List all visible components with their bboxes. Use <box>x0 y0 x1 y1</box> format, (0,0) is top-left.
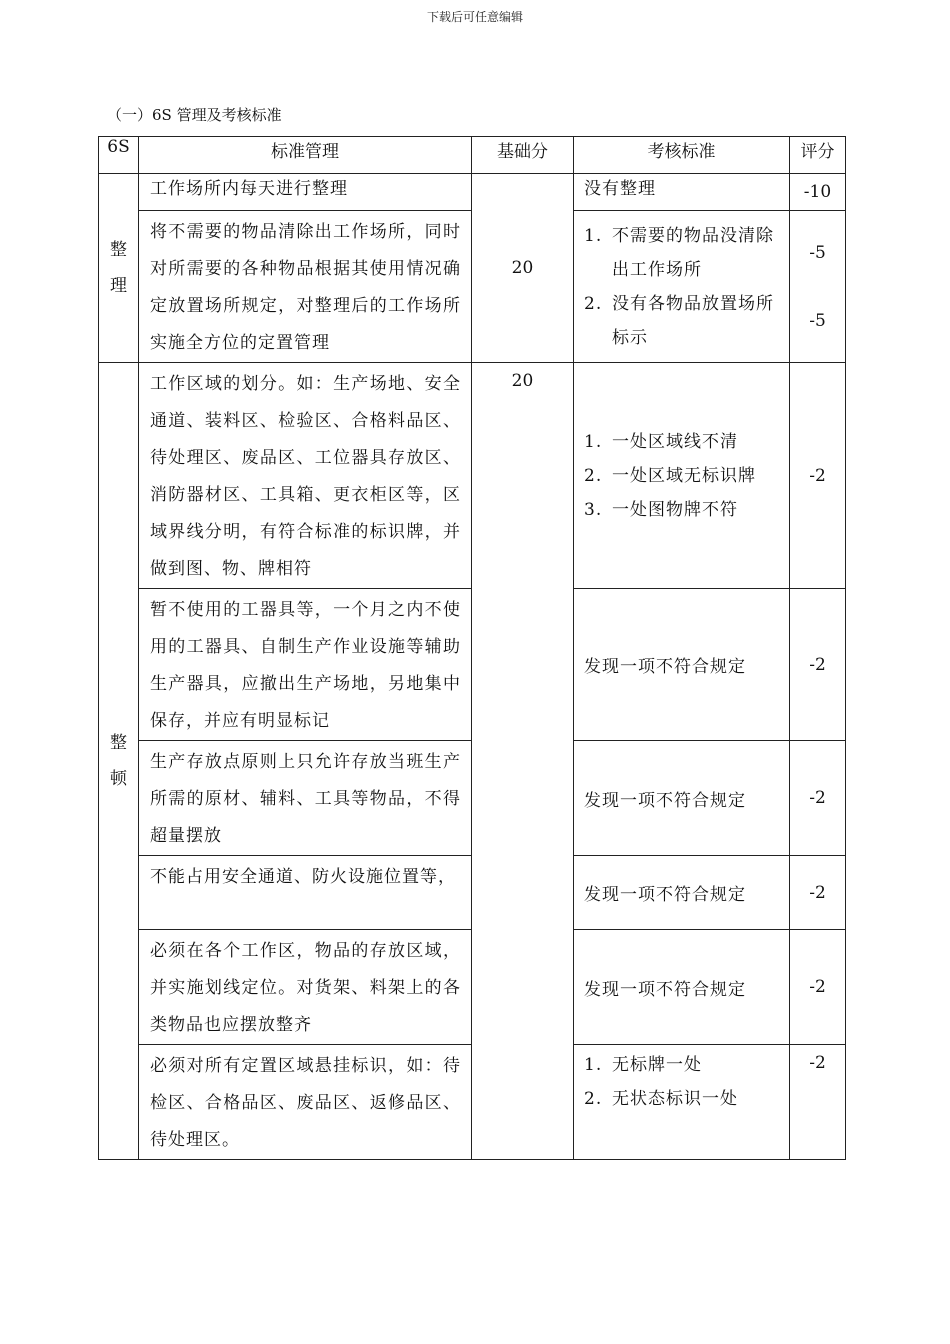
column-header-base-score: 基础分 <box>472 137 574 174</box>
criteria-item: 3. 一处图物牌不符 <box>584 499 738 520</box>
standard-cell: 必须在各个工作区，物品的存放区域，并实施划线定位。对货架、料架上的各类物品也应摆放整齐 <box>139 930 472 1045</box>
criteria-item: 1. 不需要的物品没清除出工作场所 <box>584 225 774 280</box>
criteria-cell <box>574 211 790 363</box>
table-row <box>99 174 846 211</box>
score-cell: -2 <box>790 856 846 930</box>
category-cell-seiton: 整 顿 <box>99 363 139 1160</box>
category-cell-seiri: 整 理 <box>99 174 139 363</box>
standard-cell: 生产存放点原则上只允许存放当班生产所需的原材、辅料、工具等物品，不得超量摆放 <box>139 741 472 856</box>
criteria-cell: 发现一项不符合规定 <box>574 589 790 741</box>
column-header-criteria: 考核标准 <box>574 137 790 174</box>
criteria-cell: 发现一项不符合规定 <box>574 930 790 1045</box>
criteria-item: 2. 一处区域无标识牌 <box>584 465 756 486</box>
score-cell: -2 <box>790 930 846 1045</box>
criteria-cell: 发现一项不符合规定 <box>574 856 790 930</box>
score-cell: -2 <box>790 363 846 589</box>
score-cell: -10 <box>790 174 846 211</box>
criteria-cell: 发现一项不符合规定 <box>574 741 790 856</box>
score-cell: -2 <box>790 589 846 741</box>
base-score-cell: 20 <box>472 363 574 1160</box>
criteria-item: 1. 一处区域线不清 <box>584 431 738 452</box>
section-title: （一）6S 管理及考核标准 <box>107 106 282 124</box>
standard-cell: 暂不使用的工器具等，一个月之内不使用的工器具、自制生产作业设施等辅助生产器具，应撤出生产场地，另地集中保存，并应有明显标记 <box>139 589 472 741</box>
score-cell: -2 <box>790 741 846 856</box>
criteria-item: 2. 没有各物品放置场所标示 <box>584 293 774 348</box>
column-header-standard: 标准管理 <box>139 137 472 174</box>
standard-cell: 必须对所有定置区域悬挂标识，如：待检区、合格品区、废品区、返修品区、待处理区。 <box>139 1045 472 1160</box>
column-header-score: 评分 <box>790 137 846 174</box>
score-cell: -2 <box>790 1045 846 1160</box>
table-row <box>99 363 846 589</box>
criteria-item: 1. 无标牌一处 <box>584 1055 702 1075</box>
criteria-item: 2. 无状态标识一处 <box>584 1089 738 1109</box>
criteria-cell: 没有整理 <box>574 174 790 211</box>
standard-cell: 工作区域的划分。如：生产场地、安全通道、装料区、检验区、合格料品区、待处理区、废品区、工位器具存放区、消防器材区、工具箱、更衣柜区等，区域界线分明，有符合标准的标识牌，并做到图、物、牌相符 <box>139 363 472 589</box>
score-cell: -5 -5 <box>790 211 846 363</box>
table-header-row <box>99 137 846 174</box>
criteria-cell <box>574 1045 790 1160</box>
standard-cell: 工作场所内每天进行整理 <box>139 174 472 211</box>
base-score-cell: 20 <box>472 174 574 363</box>
criteria-cell <box>574 363 790 589</box>
assessment-table <box>98 136 846 1160</box>
standard-cell: 不能占用安全通道、防火设施位置等， <box>139 856 472 930</box>
header-note: 下载后可任意编辑 <box>426 10 523 24</box>
standard-cell: 将不需要的物品清除出工作场所，同时对所需要的各种物品根据其使用情况确定放置场所规定，对整理后的工作场所实施全方位的定置管理 <box>139 211 472 363</box>
column-header-6s: 6S <box>99 137 139 174</box>
